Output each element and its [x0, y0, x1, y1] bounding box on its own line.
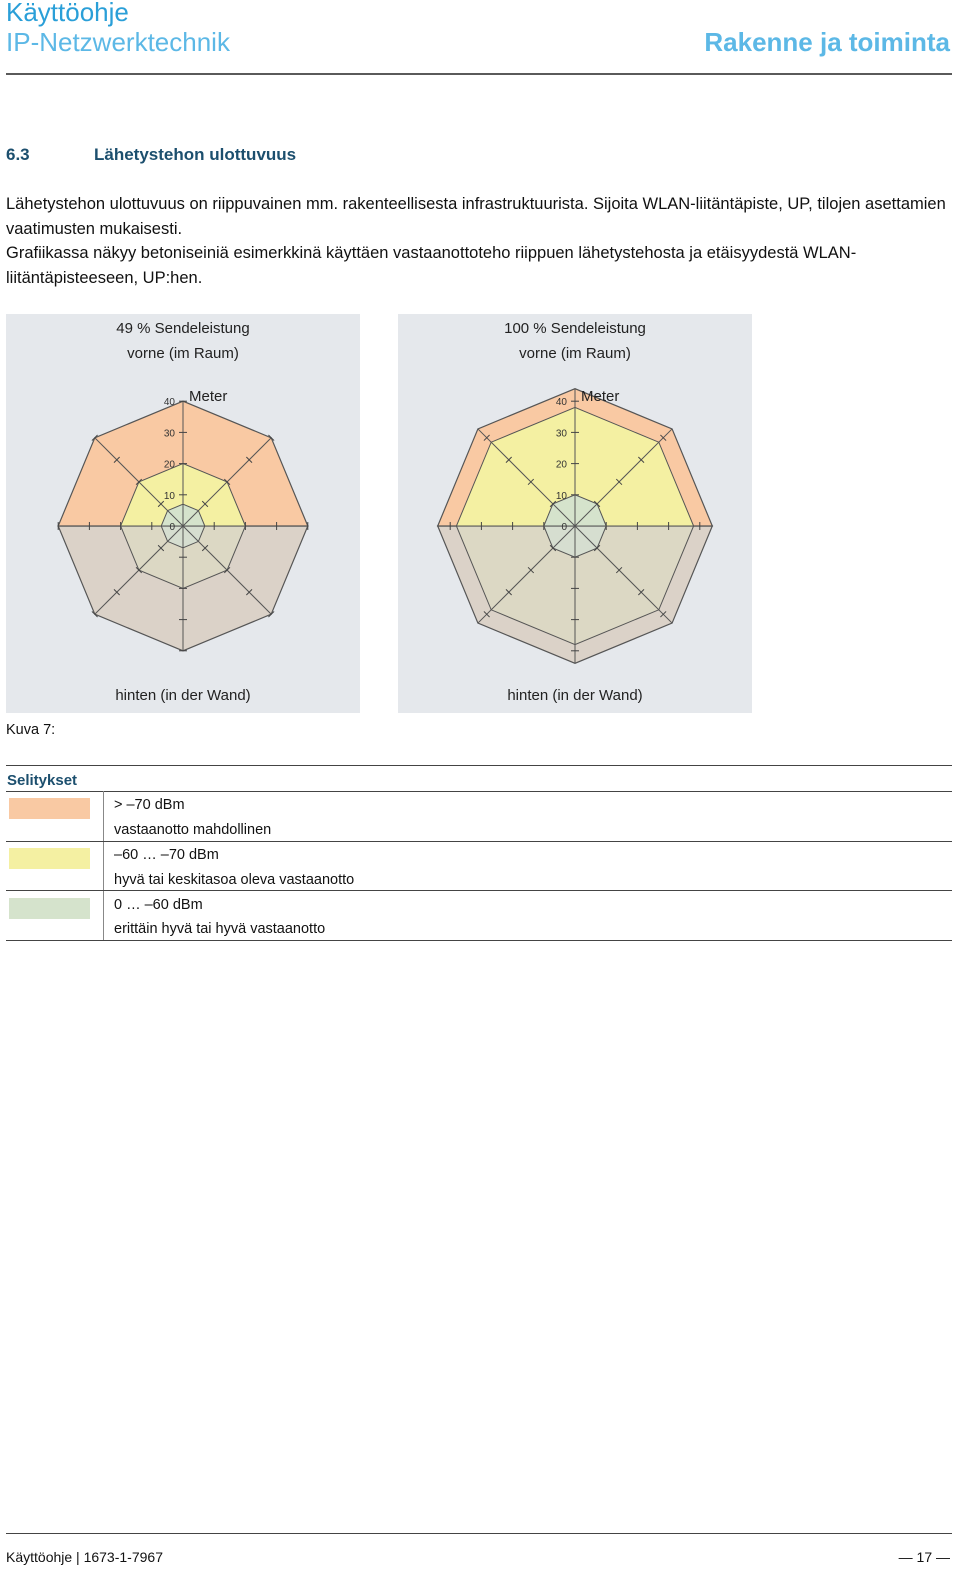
header-section-name: Rakenne ja toiminta [704, 27, 950, 57]
legend-desc-2: hyvä tai keskitasoa oleva vastaanotto [114, 872, 355, 888]
legend-swatch-orange [9, 798, 90, 819]
chart-unit-label: Meter [189, 388, 228, 405]
chart-caption-back: hinten (in der Wand) [115, 687, 251, 704]
legend-desc-1: vastaanotto mahdollinen [114, 822, 272, 838]
legend-title: Selitykset [7, 772, 78, 789]
legend-rule [6, 791, 952, 792]
footer-doc-id: Käyttöohje | 1673-1-7967 [6, 1549, 163, 1565]
chart-caption-power: 100 % Sendeleistung [504, 320, 646, 337]
footer-page-number: — 17 — [898, 1549, 950, 1565]
tick-label: 0 [561, 522, 567, 533]
chart-caption-front: vorne (im Raum) [127, 345, 239, 362]
chart-caption-power: 49 % Sendeleistung [116, 320, 250, 337]
chart-caption-front: vorne (im Raum) [519, 345, 631, 362]
tick-label: 40 [163, 397, 175, 409]
section-title: Lähetystehon ulottuvuus [94, 145, 297, 164]
range-chart-49-svg [6, 314, 360, 713]
legend-swatch-yellow [9, 848, 90, 869]
tick-label: 30 [555, 428, 567, 440]
range-chart-49 [6, 314, 360, 713]
tick-label: 30 [163, 428, 175, 440]
range-chart-100-svg [398, 314, 752, 713]
legend-swatch-green [9, 898, 90, 919]
chart-caption-back: hinten (in der Wand) [507, 687, 643, 704]
body-paragraph-2: Grafiikassa näkyy betoniseiniä esimerkkinä käyttäen vastaanottoteho riippuen lähetystehosta ja etäisyydestä WLAN-liitäntäpisteeseen, UP:hen. [6, 244, 857, 287]
legend-rule [6, 890, 952, 891]
tick-label: 10 [555, 490, 567, 502]
legend-range-3: 0 … –60 dBm [114, 897, 203, 913]
legend-rule [6, 841, 952, 842]
legend-top-rule [6, 765, 952, 766]
body-paragraph-1: Lähetystehon ulottuvuus on riippuvainen mm. rakenteellisesta infrastruktuurista. Sijoita WLAN-liitäntäpiste, UP, tilojen asettamien vaatimusten mukaisesti. [6, 195, 946, 238]
chart-unit-label: Meter [581, 388, 620, 405]
legend-bottom-rule [6, 940, 952, 941]
footer-divider [6, 1533, 952, 1534]
tick-label: 0 [169, 522, 175, 533]
tick-label: 40 [555, 397, 567, 409]
legend-desc-3: erittäin hyvä tai hyvä vastaanotto [114, 921, 326, 937]
figure-label: Kuva 7: [6, 722, 56, 738]
tick-label: 20 [163, 459, 175, 471]
header-title-line2: IP-Netzwerktechnik [6, 27, 230, 57]
tick-label: 20 [555, 459, 567, 471]
legend-range-1: > –70 dBm [114, 797, 185, 813]
header-title-line1: Käyttöohje [6, 0, 129, 27]
tick-label: 10 [163, 490, 175, 502]
header-divider [6, 73, 952, 75]
legend-column-divider [103, 791, 104, 941]
range-chart-100 [398, 314, 752, 713]
legend-range-2: –60 … –70 dBm [114, 847, 219, 863]
section-number: 6.3 [6, 145, 30, 164]
